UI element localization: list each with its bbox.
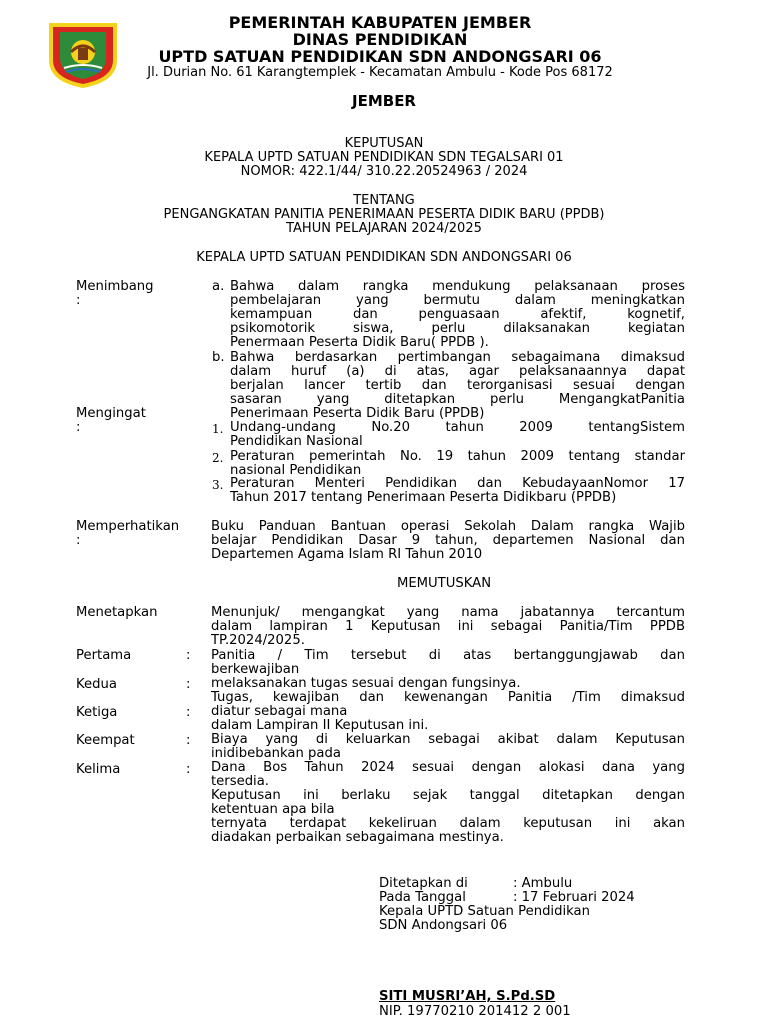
article-label-second: Kedua (76, 677, 117, 692)
decree-issuer: KEPALA UPTD SATUAN PENDIDIKAN SDN ANDONGSARI 06 (196, 250, 572, 265)
list-item: Peraturan Menteri Pendidikan dan KebudayaanNomor 17 Tahun 2017 tentang Penerimaan Peserta Didikbaru (PPDB) (230, 476, 685, 505)
list-marker: 1. (212, 422, 224, 436)
list-marker: a. (212, 279, 225, 294)
sign-date-label: Pada Tanggal (379, 890, 466, 905)
article-colon: : (186, 762, 191, 777)
regency-logo (48, 22, 118, 88)
article-colon: : (186, 733, 191, 748)
considerations-text: Buku Panduan Bantuan operasi Sekolah Dalam rangka Wajib belajar Pendidikan Dasar 9 tahun, departemen Nasional dan Departemen Agama Islam RI Tahun 2010 (211, 519, 685, 562)
signer-nip: NIP. 19770210 201412 2 001 (379, 1004, 571, 1019)
decree-subject: PENGANGKATAN PANITIA PENERIMAAN PESERTA DIDIK BARU (PPDB) (163, 207, 605, 222)
list-item: Bahwa dalam rangka mendukung pelaksanaan proses pembelajaran yang bermutu dalam meningkatkan kemampuan dan penguasaan afektif, kognetif, psikomotorik siswa, perlu dilaksanakan kegiatan Penermaan Peserta Didik Baru( PPDB ). (230, 279, 685, 350)
signer-name: SITI MUSRI’AH, S.Pd.SD (379, 989, 556, 1004)
decree-number: NOMOR: 422.1/44/ 310.22.20524963 / 2024 (240, 164, 528, 179)
article-colon: : (186, 677, 191, 692)
list-marker: 3. (212, 478, 224, 492)
section-label: Menetapkan (76, 605, 158, 620)
article-colon: : (186, 648, 191, 663)
section-colon: : (76, 293, 81, 308)
list-item: Peraturan pemerintah No. 19 tahun 2009 tentang standar nasional Pendidikan (230, 449, 685, 478)
letterhead-school: UPTD SATUAN PENDIDIKAN SDN ANDONGSARI 06 (158, 47, 602, 66)
decision-text: Menunjuk/ mengangkat yang nama jabatannya tercantum dalam lampiran 1 Keputusan ini sebagai Panitia/Tim PPDB TP.2024/2025. (211, 605, 685, 648)
decree-issuer-title: KEPALA UPTD SATUAN PENDIDIKAN SDN TEGALSARI 01 (204, 150, 564, 165)
sign-position: Kepala UPTD Satuan Pendidikan (379, 904, 590, 919)
list-marker: b. (212, 350, 225, 365)
sign-place-label: Ditetapkan di (379, 876, 468, 891)
article-label-fourth: Keempat (76, 733, 135, 748)
letterhead-city: JEMBER (352, 92, 416, 110)
letterhead-office: DINAS PENDIDIKAN (292, 30, 468, 49)
list-item: Bahwa berdasarkan pertimbangan sebagaimana dimaksud dalam huruf (a) di atas, agar pelaksanaannya dapat berjalan lancer tertib dan terorganisasi sesuai dengan sasaran yang ditetapkan perlu MengangkatPanitia Penerimaan Peserta Didik Baru (PPDB) (230, 350, 685, 421)
decision-heading: MEMUTUSKAN (396, 576, 492, 591)
sign-place-value: : Ambulu (513, 876, 573, 891)
letterhead-government: PEMERINTAH KABUPATEN JEMBER (228, 13, 532, 32)
articles-text: Panitia / Tim tersebut di atas bertanggungjawab dan berkewajiban melaksanakan tugas sesuai dengan fungsinya. Tugas, kewajiban dan kewenangan Panitia /Tim dimaksud diatur sebagai mana dalam Lampiran II Keputusan ini. Biaya yang di keluarkan sebagai akibat dalam Keputusan inidibebankan pada Dana Bos Tahun 2024 sesuai dengan alokasi dana yang tersedia. Keputusan ini berlaku sejak tanggal ditetapkan dengan ketentuan apa bila ternyata terdapat kekeliruan dalam keputusan ini akan diadakan perbaikan sebagaimana mestinya. (211, 648, 685, 845)
section-label: Mengingat (76, 406, 146, 421)
decree-about: TENTANG (353, 193, 415, 208)
section-label: Menimbang (76, 279, 154, 294)
article-label-fifth: Kelima (76, 762, 121, 777)
article-label-third: Ketiga (76, 705, 118, 720)
list-marker: 2. (212, 451, 224, 465)
list-item: Undang-undang No.20 tahun 2009 tentangSistem Pendidikan Nasional (230, 420, 685, 449)
letterhead-address: Jl. Durian No. 61 Karangtemplek - Kecamatan Ambulu - Kode Pos 68172 (147, 65, 613, 80)
decree-academic-year: TAHUN PELAJARAN 2024/2025 (286, 221, 482, 236)
sign-school: SDN Andongsari 06 (379, 918, 508, 933)
article-label-first: Pertama (76, 648, 132, 663)
decree-heading: KEPUTUSAN (344, 136, 424, 151)
article-colon: : (186, 705, 191, 720)
section-label: Memperhatikan (76, 519, 180, 534)
section-colon: : (76, 420, 81, 435)
sign-date-value: : 17 Februari 2024 (513, 890, 635, 905)
section-colon: : (76, 533, 81, 548)
